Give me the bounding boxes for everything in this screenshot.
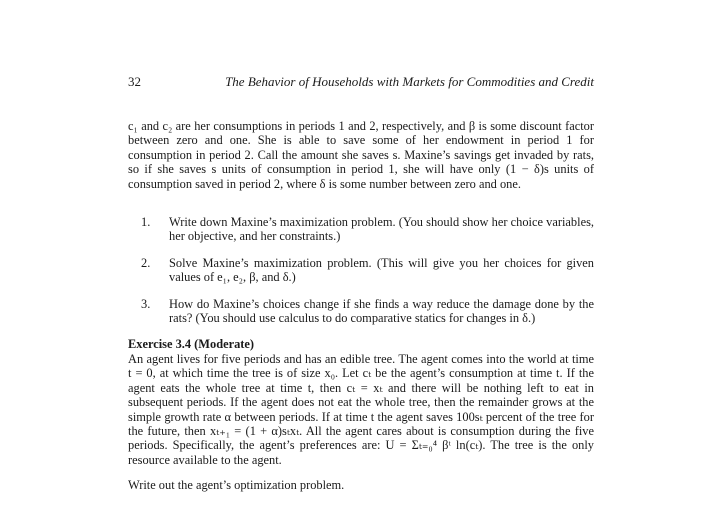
exercise-heading: Exercise 3.4 (Moderate) <box>128 337 255 352</box>
list-item-text: Write down Maxine’s maximization problem. (You should show her choice variables, her objective, and her constraints.) <box>169 215 594 244</box>
list-item-number: 2. <box>141 255 151 270</box>
list-item <box>141 297 594 326</box>
list-item-text: Solve Maxine’s maximization problem. (This will give you her choices for given values of e₁, e₂, β, and δ.) <box>169 255 594 285</box>
running-title: The Behavior of Households with Markets for Commodities and Credit <box>225 74 594 89</box>
list-item-number: 3. <box>141 296 151 311</box>
page-body <box>128 119 594 493</box>
question-list <box>128 215 594 325</box>
list-item-number: 1. <box>141 215 151 230</box>
list-item <box>141 215 594 244</box>
list-item-text: How do Maxine’s choices change if she finds a way reduce the damage done by the rats? (You should use calculus to do comparative statics for changes in δ.) <box>169 296 594 326</box>
page-number: 32 <box>128 74 141 89</box>
exercise-instruction: Write out the agent’s optimization problem. <box>128 478 345 493</box>
exercise-paragraph: An agent lives for five periods and has an edible tree. The agent comes into the world at time t = 0, at which time the tree is of size x₀. Let cₜ be the agent’s consumption at time t. If the agent eats the whole tree at time t, then cₜ = xₜ and there will be nothing left to eat in subsequent periods. If the agent does not eat the whole tree, then the remainder grows at the simple growth rate α between periods. If at time t the agent saves 100sₜ percent of the tree for the future, then xₜ₊₁ = (1 + α)sₜxₜ. All the agent cares about is consumption during the five periods. Specifically, the agent’s preferences are: U = Σₜ₌₀⁴ βᵗ ln(cₜ). The tree is the only resource available to the agent. <box>128 351 594 467</box>
list-item <box>141 256 594 285</box>
intro-paragraph: c₁ and c₂ are her consumptions in periods 1 and 2, respectively, and β is some discount factor between zero and one. She is able to save some of her endowment in period 1 for consumption in period 2. Call the amount she saves s. Maxine’s savings get invaded by rats, so if she saves s units of consumption in period 1, she will have only (1 − δ)s units of consumption saved in period 2, where δ is some number between zero and one. <box>128 119 594 191</box>
